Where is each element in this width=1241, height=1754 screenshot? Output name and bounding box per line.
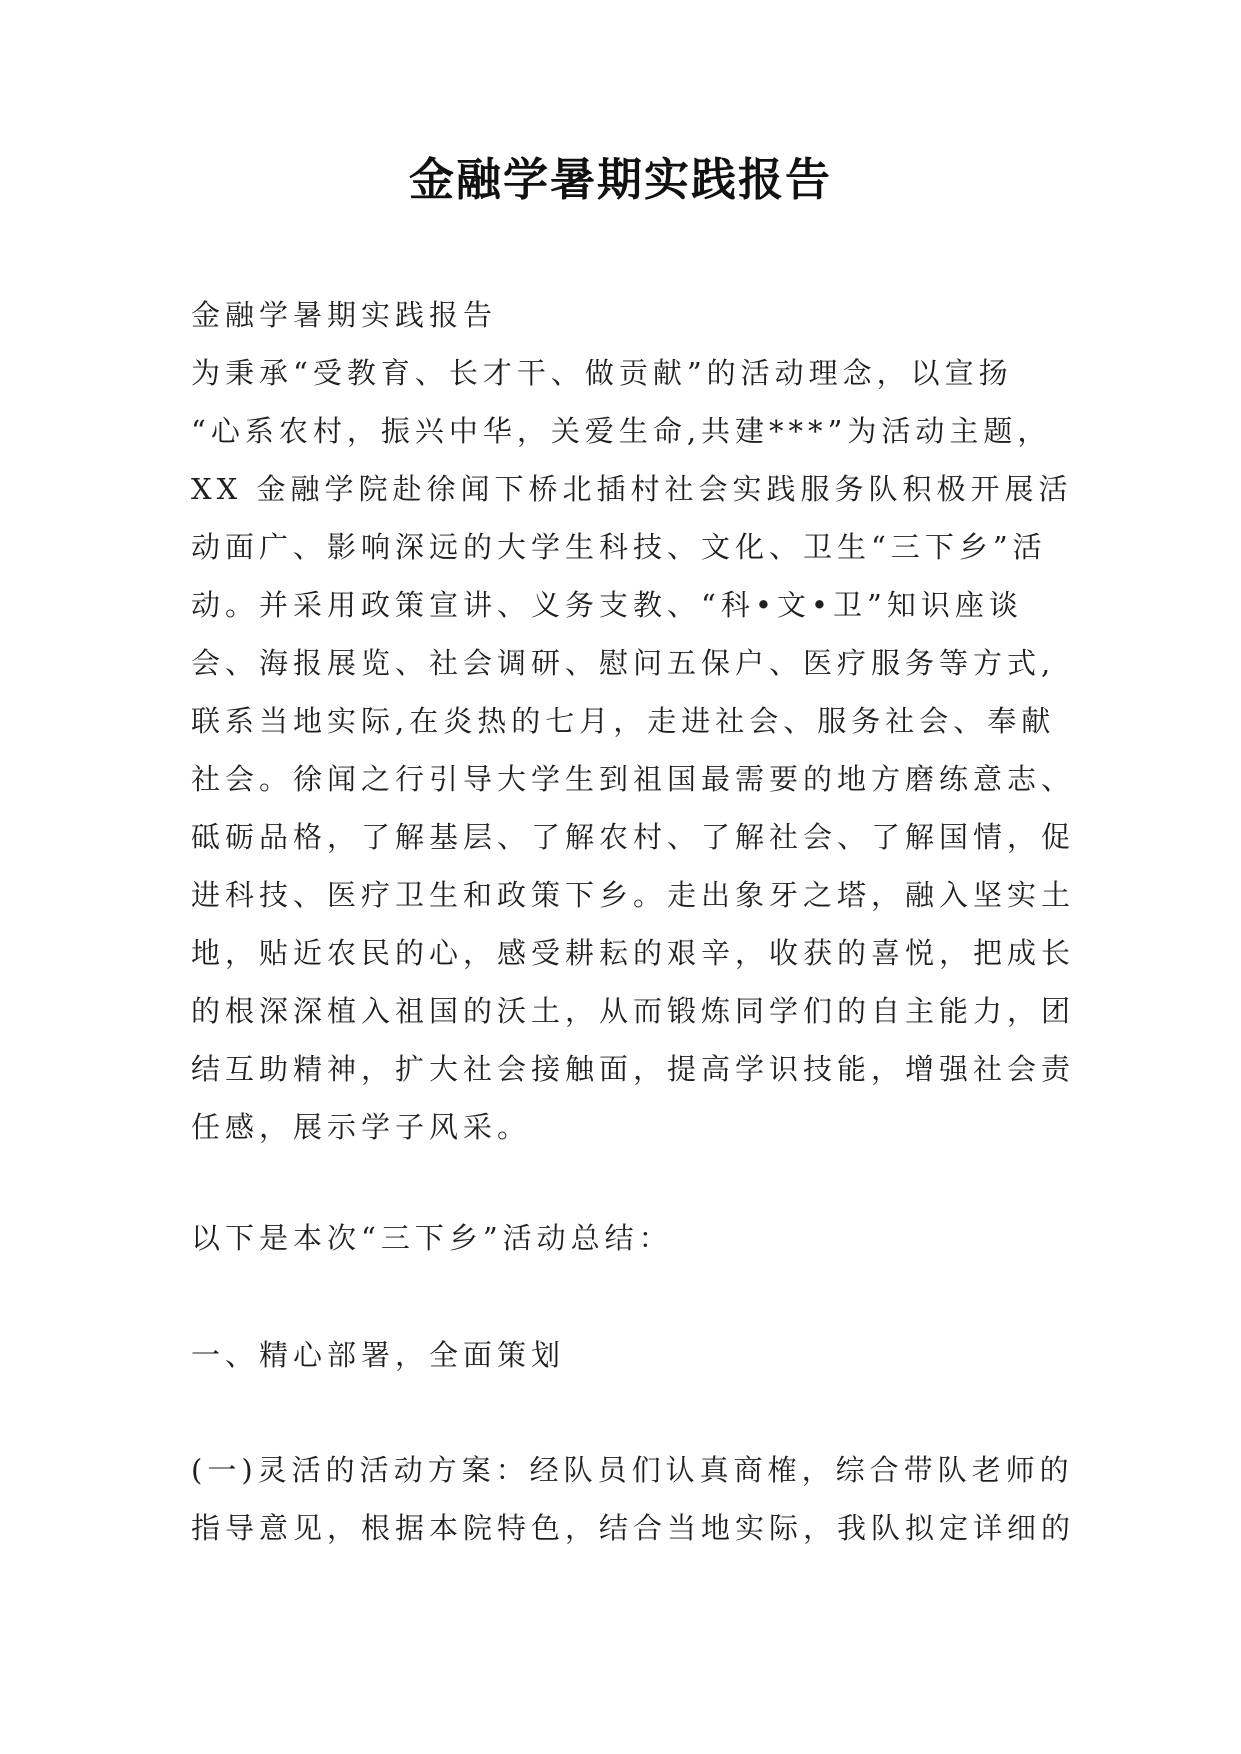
document-title: 金融学暑期实践报告 bbox=[408, 153, 832, 206]
paragraph-line: 结互助精神，扩大社会接触面，提高学识技能，增强社会责 bbox=[191, 1052, 1076, 1086]
section-heading bbox=[191, 1326, 1071, 1384]
paragraph-line: XX 金融学院赴徐闻下桥北插村社会实践服务队积极开展活 bbox=[191, 472, 1073, 506]
paragraph-line: 联系当地实际,在炎热的七月，走进社会、服务社会、奉献 bbox=[191, 704, 1056, 738]
section-heading-text: 一、精心部署，全面策划 bbox=[191, 1338, 566, 1372]
subtitle-line: 金融学暑期实践报告 bbox=[191, 298, 498, 332]
paragraph-line: (一)灵活的活动方案：经队员们认真商榷，综合带队老师的 bbox=[191, 1453, 1074, 1487]
paragraph-line: 会、海报展览、社会调研、慰问五保户、医疗服务等方式, bbox=[191, 646, 1056, 680]
paragraph-line: 社会。徐闻之行引导大学生到祖国最需要的地方磨练意志、 bbox=[191, 762, 1076, 796]
paragraph-line: 动。并采用政策宣讲、义务支教、“科•文•卫”知识座谈 bbox=[191, 588, 1023, 622]
paragraph-line: 进科技、医疗卫生和政策下乡。走出象牙之塔，融入坚实土 bbox=[191, 878, 1076, 912]
paragraph-line: 的根深深植入祖国的沃土，从而锻炼同学们的自主能力，团 bbox=[191, 994, 1076, 1028]
paragraph-line: 为秉承“受教育、长才干、做贡献”的活动理念，以宣扬 bbox=[191, 356, 1013, 390]
subsection-paragraph bbox=[191, 1441, 1076, 1557]
paragraph-line: 地，贴近农民的心，感受耕耘的艰辛，收获的喜悦，把成长 bbox=[191, 936, 1076, 970]
paragraph-line: 指导意见，根据本院特色，结合当地实际，我队拟定详细的 bbox=[191, 1511, 1076, 1545]
paragraph-line: 动面广、影响深远的大学生科技、文化、卫生“三下乡”活 bbox=[191, 530, 1047, 564]
paragraph-line: 任感，展示学子风采。 bbox=[191, 1110, 532, 1144]
intro-paragraph bbox=[191, 344, 1076, 1156]
document-subtitle bbox=[191, 286, 1071, 344]
paragraph-line: 以下是本次“三下乡”活动总结： bbox=[191, 1221, 673, 1255]
summary-lead-paragraph bbox=[191, 1209, 1071, 1267]
paragraph-line: 砥砺品格，了解基层、了解农村、了解社会、了解国情，促 bbox=[191, 820, 1076, 854]
paragraph-line: “心系农村，振兴中华，关爱生命,共建***”为活动主题， bbox=[191, 414, 1052, 448]
